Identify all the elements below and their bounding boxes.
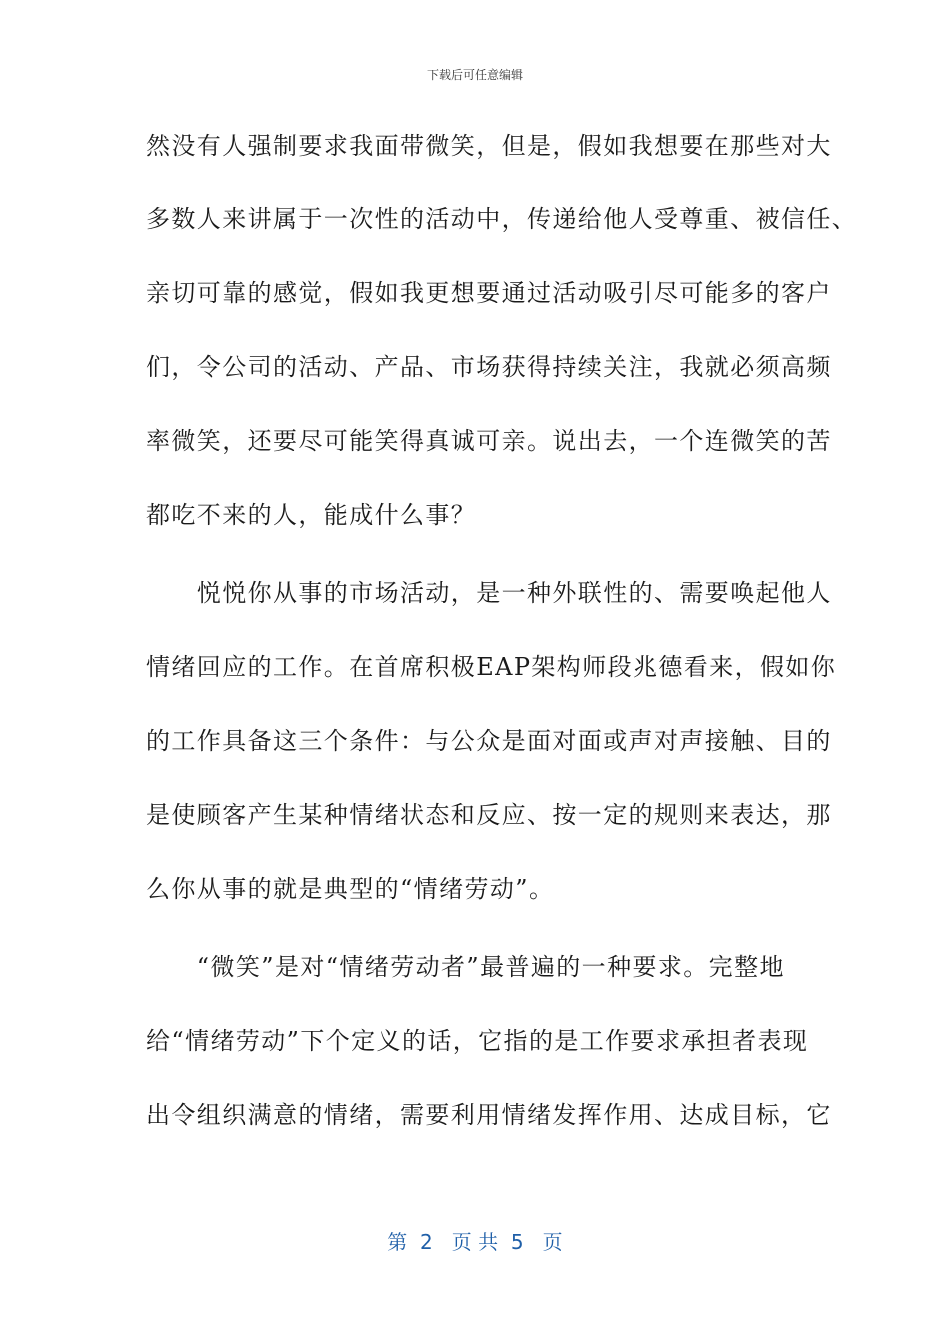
body-line: 出令组织满意的情绪，需要利用情绪发挥作用、达成目标，它 xyxy=(146,1101,832,1129)
body-line: 然没有人强制要求我面带微笑，但是，假如我想要在那些对大 xyxy=(146,132,832,160)
body-line: 悦悦你从事的市场活动，是一种外联性的、需要唤起他人 xyxy=(146,579,832,607)
body-line: 是使顾客产生某种情绪状态和反应、按一定的规则来表达，那 xyxy=(146,801,832,829)
body-line: 亲切可靠的感觉，假如我更想要通过活动吸引尽可能多的客户 xyxy=(146,279,832,307)
body-line: 率微笑，还要尽可能笑得真诚可亲。说出去，一个连微笑的苦 xyxy=(146,427,832,455)
page-number-footer: 第 2 页 共 5 页 xyxy=(387,1230,563,1254)
page-header: 下载后可任意编辑 xyxy=(426,68,523,82)
body-line: 们，令公司的活动、产品、市场获得持续关注，我就必须高频 xyxy=(146,353,832,381)
body-line: 么你从事的就是典型的“情绪劳动”。 xyxy=(146,875,555,903)
body-line: 的工作具备这三个条件：与公众是面对面或声对声接触、目的 xyxy=(146,727,832,755)
body-line: 都吃不来的人，能成什么事？ xyxy=(146,501,477,529)
body-line: 情绪回应的工作。在首席积极EAP架构师段兆德看来，假如你 xyxy=(146,653,837,681)
body-line: 多数人来讲属于一次性的活动中，传递给他人受尊重、被信任、 xyxy=(146,205,858,233)
body-line: “微笑”是对“情绪劳动者”最普遍的一种要求。完整地 xyxy=(146,953,785,981)
body-line: 给“情绪劳动”下个定义的话，它指的是工作要求承担者表现 xyxy=(146,1027,809,1055)
